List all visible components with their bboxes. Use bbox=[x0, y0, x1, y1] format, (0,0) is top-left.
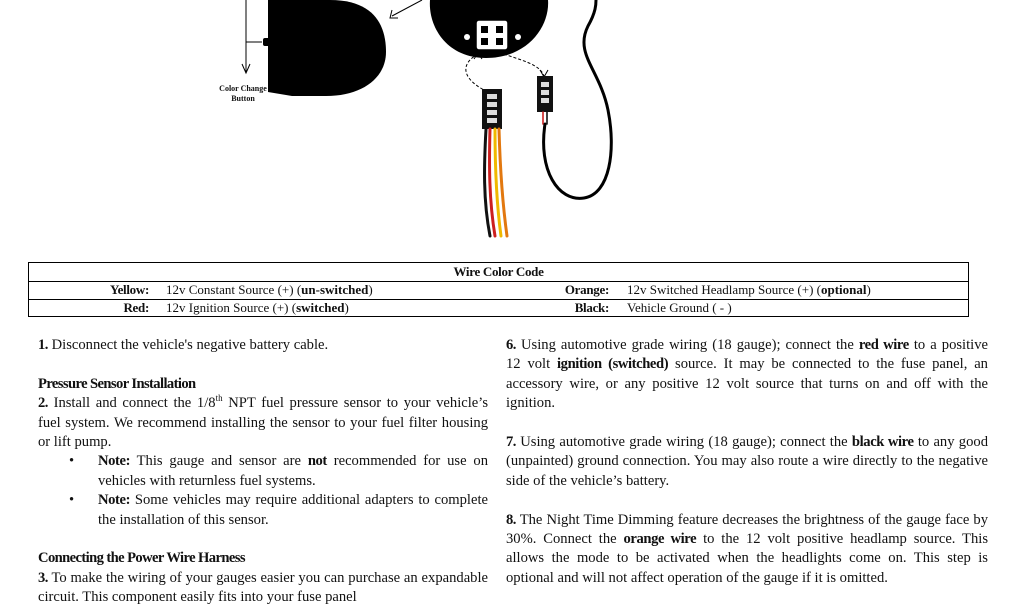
connector-pin bbox=[481, 26, 488, 33]
instructions-left-column bbox=[38, 336, 488, 608]
table-title: Wire Color Code bbox=[29, 263, 968, 282]
mount-hole bbox=[464, 34, 470, 40]
dashed-link bbox=[466, 54, 484, 90]
instructions-right-column bbox=[506, 336, 988, 588]
connector-pin bbox=[496, 38, 503, 45]
step-2: 2. Install and connect the 1/8th NPT fuel pressure sensor to your vehicle’s fuel system. We recommend installing the sensor to your fuel filter housing or lift pump. bbox=[38, 393, 489, 451]
wire-desc-orange: 12v Switched Headlamp Source (+) (optional) bbox=[627, 282, 871, 297]
wire-desc-red: 12v Ignition Source (+) (switched) bbox=[166, 300, 349, 315]
power-harness-wires bbox=[485, 129, 507, 236]
note-1: • Note: This gauge and sensor are not recommended for use on vehicles with returnless fuel systems. bbox=[98, 452, 488, 491]
wire-label-orange: Orange: bbox=[564, 282, 609, 297]
wire-label-red: Red: bbox=[123, 300, 149, 315]
table-row bbox=[29, 299, 968, 317]
wire-desc-yellow: 12v Constant Source (+) (un-switched) bbox=[166, 282, 373, 297]
leader-line bbox=[392, 0, 422, 16]
wire-desc-black: Vehicle Ground ( - ) bbox=[627, 300, 732, 315]
notes-list bbox=[38, 452, 488, 530]
heading-power-harness: Connecting the Power Wire Harness bbox=[38, 550, 245, 567]
step-6: 6. Using automotive grade wiring (18 gauge); connect the red wire to a positive 12 volt ignition (switched) source. It may be connected to the fuse panel, an accessory wire, or any positive 12 volt source that turns on and off with the ignition. bbox=[506, 337, 988, 412]
note-2: • Note: Some vehicles may require additional adapters to complete the installation of this sensor. bbox=[98, 491, 488, 530]
diagram-caption-line1: Color Change bbox=[219, 84, 267, 93]
sensor-connector bbox=[476, 20, 508, 50]
color-change-button bbox=[263, 38, 273, 46]
step-7: 7. Using automotive grade wiring (18 gauge); connect the black wire to any good (unpainted) ground connection. You may also route a wire directly to the negative side of the vehicle’s battery. bbox=[506, 434, 988, 489]
wire-label-black: Black: bbox=[574, 300, 609, 315]
step-8: 8. The Night Time Dimming feature decreases the brightness of the gauge face by 30%. Connect the orange wire to the 12 volt positive headlamp source. This allows the mode to be activated when the headlights come on. This step is optional and will not affect operation of the gauge if it is omitted. bbox=[506, 511, 988, 586]
step-1: 1. Disconnect the vehicle's negative battery cable. bbox=[38, 337, 329, 353]
table-row bbox=[29, 281, 968, 300]
wiring-diagram bbox=[0, 0, 1024, 258]
wire-label-yellow: Yellow: bbox=[109, 282, 149, 297]
mount-hole bbox=[515, 34, 521, 40]
wire-color-code-table bbox=[28, 262, 969, 317]
connector-pin bbox=[496, 26, 503, 33]
dashed-link bbox=[504, 54, 544, 76]
sensor-cable bbox=[543, 0, 611, 198]
heading-pressure-sensor: Pressure Sensor Installation bbox=[38, 375, 196, 392]
step-3: 3. To make the wiring of your gauges easier you can purchase an expandable circuit. This component easily fits into your fuse panel bbox=[38, 569, 488, 606]
diagram-caption-line2: Button bbox=[231, 94, 255, 103]
gauge-body bbox=[268, 0, 386, 96]
connector-pin bbox=[481, 38, 488, 45]
